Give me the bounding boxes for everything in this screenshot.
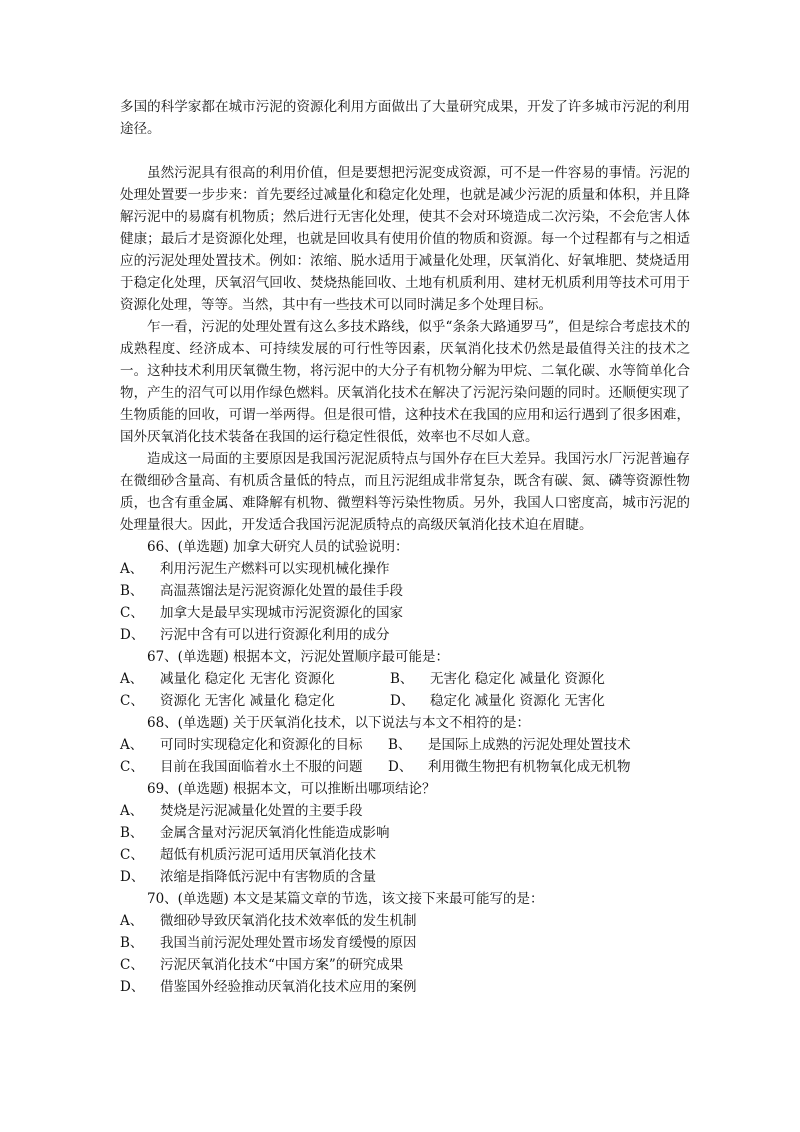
option-c[interactable]: C、 目前在我国面临着水土不服的问题 xyxy=(120,759,363,775)
option-d[interactable]: D、 利用微生物把有机物氧化成无机物 xyxy=(388,759,631,775)
option-row xyxy=(120,668,690,690)
paragraph-1: 多国的科学家都在城市污泥的资源化利用方面做出了大量研究成果，开发了许多城市污泥的利用途径。 xyxy=(120,99,690,137)
option-d[interactable]: D、 浓缩是指降低污泥中有害物质的含量 xyxy=(120,869,376,885)
question-70 xyxy=(120,888,690,998)
option-c[interactable]: C、 超低有机质污泥可适用厌氧消化技术 xyxy=(120,847,376,863)
option-row xyxy=(120,756,690,778)
option-a[interactable]: A、 微细砂导致厌氧消化技术效率低的发生机制 xyxy=(120,913,417,929)
option-d[interactable]: D、 污泥中含有可以进行资源化利用的成分 xyxy=(120,627,390,643)
question-66 xyxy=(120,536,690,646)
option-a[interactable]: A、 利用污泥生产燃料可以实现机械化操作 xyxy=(120,561,390,577)
question-stem: 66、(单选题) 加拿大研究人员的试验说明： xyxy=(147,539,409,555)
option-d[interactable]: D、 借鉴国外经验推动厌氧消化技术应用的案例 xyxy=(120,979,417,995)
paragraph-3: 乍一看，污泥的处理处置有这么多技术路线，似乎“条条大路通罗马”，但是综合考虑技术的成熟程度、经济成本、可持续发展的可行性等因素，厌氧消化技术仍然是最值得关注的技术之一。这种技术利用厌氧微生物，将污泥中的大分子有机物分解为甲烷、二氧化碳、水等简单化合物，产生的沼气可以用作绿色燃料。厌氧消化技术在解决了污泥污染问题的同时。还顺便实现了生物质能的回收，可谓一举两得。但是很可惜，这种技术在我国的应用和运行遇到了很多困难，国外厌氧消化技术装备在我国的运行稳定性很低，效率也不尽如人意。 xyxy=(120,319,690,445)
option-d[interactable]: D、 稳定化 减量化 资源化 无害化 xyxy=(390,693,605,709)
option-b[interactable]: B、 无害化 稳定化 减量化 资源化 xyxy=(390,671,605,687)
question-69 xyxy=(120,778,690,888)
question-67 xyxy=(120,646,690,712)
question-stem: 70、(单选题) 本文是某篇文章的节选，该文接下来最可能写的是： xyxy=(147,891,544,907)
question-stem: 68、(单选题) 关于厌氧消化技术，以下说法与本文不相符的是： xyxy=(147,715,531,731)
option-b[interactable]: B、 是国际上成熟的污泥处理处置技术 xyxy=(388,737,631,753)
question-68 xyxy=(120,712,690,778)
paragraph-4: 造成这一局面的主要原因是我国污泥泥质特点与国外存在巨大差异。我国污水厂污泥普遍存在微细砂含量高、有机质含量低的特点，而且污泥组成非常复杂，既含有碳、氮、磷等资源性物质，也含有重金属、难降解有机物、微塑料等污染性物质。另外，我国人口密度高，城市污泥的处理量很大。因此，开发适合我国污泥泥质特点的高级厌氧消化技术迫在眉睫。 xyxy=(120,451,690,533)
paragraph-2: 虽然污泥具有很高的利用价值，但是要想把污泥变成资源，可不是一件容易的事情。污泥的处理处置要一步步来：首先要经过减量化和稳定化处理，也就是减少污泥的质量和体积，并且降解污泥中的易腐有机物质；然后进行无害化处理，使其不会对环境造成二次污染，不会危害人体健康；最后才是资源化处理，也就是回收具有使用价值的物质和资源。每一个过程都有与之相适应的污泥处理处置技术。例如：浓缩、脱水适用于减量化处理，厌氧消化、好氧堆肥、焚烧适用于稳定化处理，厌氧沼气回收、焚烧热能回收、土地有机质利用、建材无机质利用等技术可用于资源化处理，等等。当然，其中有一些技术可以同时满足多个处理目标。 xyxy=(120,165,690,313)
option-c[interactable]: C、 加拿大是最早实现城市污泥资源化的国家 xyxy=(120,605,403,621)
option-a[interactable]: A、 焚烧是污泥减量化处置的主要手段 xyxy=(120,803,363,819)
option-b[interactable]: B、 高温蒸馏法是污泥资源化处置的最佳手段 xyxy=(120,583,403,599)
article-body xyxy=(120,96,690,998)
option-a[interactable]: A、 减量化 稳定化 无害化 资源化 xyxy=(120,671,335,687)
option-c[interactable]: C、 资源化 无害化 减量化 稳定化 xyxy=(120,693,335,709)
option-b[interactable]: B、 金属含量对污泥厌氧消化性能造成影响 xyxy=(120,825,390,841)
question-stem: 67、(单选题) 根据本文，污泥处置顺序最可能是： xyxy=(147,649,450,665)
option-row xyxy=(120,690,690,712)
option-c[interactable]: C、 污泥厌氧消化技术“中国方案”的研究成果 xyxy=(120,957,404,973)
option-a[interactable]: A、 可同时实现稳定化和资源化的目标 xyxy=(120,737,363,753)
option-b[interactable]: B、 我国当前污泥处理处置市场发育缓慢的原因 xyxy=(120,935,417,951)
question-stem: 69、(单选题) 根据本文，可以推断出哪项结论？ xyxy=(147,781,436,797)
option-row xyxy=(120,734,690,756)
